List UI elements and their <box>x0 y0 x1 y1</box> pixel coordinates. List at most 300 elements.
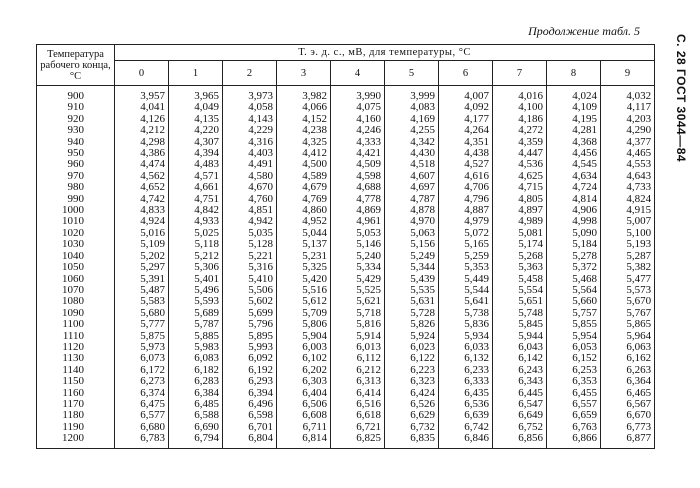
emf-value-cell: 5,602 <box>223 296 277 307</box>
emf-value-cell: 4,246 <box>331 125 385 136</box>
emf-value-cell: 4,238 <box>277 125 331 136</box>
emf-value-cell: 6,721 <box>331 422 385 433</box>
emf-value-cell: 4,733 <box>601 182 655 193</box>
emf-value-cell: 4,386 <box>115 148 169 159</box>
emf-value-cell: 5,044 <box>277 228 331 239</box>
emf-value-cell: 5,420 <box>277 274 331 285</box>
emf-value-cell: 4,264 <box>439 125 493 136</box>
emf-value-cell: 5,728 <box>385 308 439 319</box>
emf-value-cell: 5,757 <box>547 308 601 319</box>
emf-value-cell: 6,102 <box>277 353 331 364</box>
emf-value-cell: 6,732 <box>385 422 439 433</box>
emf-value-cell: 6,496 <box>223 399 277 410</box>
temperature-cell: 1090 <box>37 308 115 319</box>
emf-value-cell: 5,748 <box>493 308 547 319</box>
emf-value-cell: 6,043 <box>493 342 547 353</box>
emf-value-cell: 3,999 <box>385 86 439 103</box>
emf-value-cell: 4,751 <box>169 194 223 205</box>
emf-value-cell: 5,836 <box>439 319 493 330</box>
emf-value-cell: 4,007 <box>439 86 493 103</box>
emf-value-cell: 5,525 <box>331 285 385 296</box>
emf-value-cell: 4,924 <box>115 216 169 227</box>
emf-value-cell: 6,680 <box>115 422 169 433</box>
temperature-cell: 990 <box>37 194 115 205</box>
emf-value-cell: 4,961 <box>331 216 385 227</box>
emf-value-cell: 5,259 <box>439 251 493 262</box>
emf-value-cell: 6,053 <box>547 342 601 353</box>
table-row <box>37 365 655 376</box>
emf-value-cell: 5,344 <box>385 262 439 273</box>
emf-value-cell: 6,243 <box>493 365 547 376</box>
emf-value-cell: 4,342 <box>385 137 439 148</box>
emf-value-cell: 5,449 <box>439 274 493 285</box>
emf-value-cell: 4,998 <box>547 216 601 227</box>
emf-value-cell: 3,957 <box>115 86 169 103</box>
emf-value-cell: 4,100 <box>493 102 547 113</box>
temperature-cell: 1040 <box>37 251 115 262</box>
emf-value-cell: 4,553 <box>601 159 655 170</box>
emf-value-cell: 6,536 <box>439 399 493 410</box>
emf-value-cell: 3,982 <box>277 86 331 103</box>
emf-value-cell: 5,660 <box>547 296 601 307</box>
emf-value-cell: 6,364 <box>601 376 655 387</box>
emf-value-cell: 5,025 <box>169 228 223 239</box>
emf-value-cell: 5,983 <box>169 342 223 353</box>
emf-value-cell: 5,954 <box>547 331 601 342</box>
emf-value-cell: 4,697 <box>385 182 439 193</box>
emf-value-cell: 4,290 <box>601 125 655 136</box>
emf-value-cell: 4,307 <box>169 137 223 148</box>
emf-value-cell: 4,049 <box>169 102 223 113</box>
emf-value-cell: 4,527 <box>439 159 493 170</box>
emf-value-cell: 4,024 <box>547 86 601 103</box>
emf-value-cell: 5,165 <box>439 239 493 250</box>
emf-value-cell: 5,090 <box>547 228 601 239</box>
emf-value-cell: 6,794 <box>169 433 223 448</box>
emf-value-cell: 4,092 <box>439 102 493 113</box>
emf-value-cell: 4,688 <box>331 182 385 193</box>
emf-value-cell: 4,195 <box>547 114 601 125</box>
emf-value-cell: 6,742 <box>439 422 493 433</box>
emf-value-cell: 6,846 <box>439 433 493 448</box>
emf-value-cell: 4,272 <box>493 125 547 136</box>
emf-value-cell: 5,156 <box>385 239 439 250</box>
emf-value-cell: 5,738 <box>439 308 493 319</box>
emf-value-cell: 6,202 <box>277 365 331 376</box>
emf-value-cell: 5,468 <box>547 274 601 285</box>
emf-value-cell: 6,212 <box>331 365 385 376</box>
emf-value-cell: 4,706 <box>439 182 493 193</box>
emf-value-cell: 4,536 <box>493 159 547 170</box>
emf-value-cell: 4,842 <box>169 205 223 216</box>
emf-value-cell: 4,643 <box>601 171 655 182</box>
table-row <box>37 319 655 330</box>
temperature-cell: 1070 <box>37 285 115 296</box>
emf-value-cell: 4,351 <box>439 137 493 148</box>
table-row <box>37 422 655 433</box>
emf-value-cell: 5,904 <box>277 331 331 342</box>
emf-value-cell: 5,363 <box>493 262 547 273</box>
temperature-column-header: Температура рабочего конца, °C <box>37 45 115 86</box>
emf-value-cell: 4,915 <box>601 205 655 216</box>
emf-value-cell: 6,263 <box>601 365 655 376</box>
table-row <box>37 159 655 170</box>
emf-value-cell: 6,670 <box>601 410 655 421</box>
emf-value-cell: 4,661 <box>169 182 223 193</box>
table-body <box>37 86 655 449</box>
emf-value-cell: 4,066 <box>277 102 331 113</box>
emf-value-cell: 5,137 <box>277 239 331 250</box>
emf-value-cell: 6,690 <box>169 422 223 433</box>
emf-value-cell: 4,117 <box>601 102 655 113</box>
emf-value-cell: 6,083 <box>169 353 223 364</box>
temperature-cell: 1120 <box>37 342 115 353</box>
emf-value-cell: 5,993 <box>223 342 277 353</box>
emf-value-cell: 5,544 <box>439 285 493 296</box>
table-row <box>37 262 655 273</box>
temperature-cell: 1010 <box>37 216 115 227</box>
emf-value-cell: 5,621 <box>331 296 385 307</box>
emf-value-cell: 4,160 <box>331 114 385 125</box>
temperature-cell: 970 <box>37 171 115 182</box>
temperature-cell: 1060 <box>37 274 115 285</box>
emf-value-cell: 6,608 <box>277 410 331 421</box>
emf-value-cell: 4,970 <box>385 216 439 227</box>
emf-value-cell: 4,634 <box>547 171 601 182</box>
emf-value-cell: 6,856 <box>493 433 547 448</box>
temperature-cell: 980 <box>37 182 115 193</box>
temperature-cell: 910 <box>37 102 115 113</box>
emf-value-cell: 6,547 <box>493 399 547 410</box>
table-row <box>37 342 655 353</box>
table-row <box>37 274 655 285</box>
temperature-cell: 1180 <box>37 410 115 421</box>
emf-value-cell: 6,142 <box>493 353 547 364</box>
emf-value-cell: 6,182 <box>169 365 223 376</box>
emf-value-cell: 4,333 <box>331 137 385 148</box>
emf-value-cell: 5,895 <box>223 331 277 342</box>
emf-value-cell: 6,003 <box>277 342 331 353</box>
emf-value-cell: 5,072 <box>439 228 493 239</box>
emf-value-cell: 6,649 <box>493 410 547 421</box>
table-row <box>37 182 655 193</box>
emf-value-cell: 6,394 <box>223 388 277 399</box>
emf-value-cell: 5,875 <box>115 331 169 342</box>
emf-value-cell: 4,851 <box>223 205 277 216</box>
emf-value-cell: 6,404 <box>277 388 331 399</box>
emf-value-cell: 6,598 <box>223 410 277 421</box>
emf-value-cell: 6,414 <box>331 388 385 399</box>
emf-value-cell: 6,223 <box>385 365 439 376</box>
emf-value-cell: 4,979 <box>439 216 493 227</box>
emf-value-cell: 6,629 <box>385 410 439 421</box>
emf-value-cell: 6,814 <box>277 433 331 448</box>
emf-value-cell: 6,374 <box>115 388 169 399</box>
emf-value-cell: 4,143 <box>223 114 277 125</box>
emf-value-cell: 4,403 <box>223 148 277 159</box>
emf-value-cell: 5,583 <box>115 296 169 307</box>
emf-value-cell: 4,796 <box>439 194 493 205</box>
emf-group-header: Т. э. д. с., мВ, для температуры, °C <box>115 45 655 61</box>
table-row <box>37 102 655 113</box>
emf-value-cell: 4,169 <box>385 114 439 125</box>
emf-value-cell: 4,724 <box>547 182 601 193</box>
emf-value-cell: 4,016 <box>493 86 547 103</box>
table-row <box>37 399 655 410</box>
emf-value-cell: 5,699 <box>223 308 277 319</box>
emf-value-cell: 5,767 <box>601 308 655 319</box>
table-row <box>37 285 655 296</box>
emf-value-cell: 6,152 <box>547 353 601 364</box>
temperature-cell: 930 <box>37 125 115 136</box>
emf-value-cell: 4,933 <box>169 216 223 227</box>
emf-value-cell: 6,384 <box>169 388 223 399</box>
column-header-9: 9 <box>601 61 655 86</box>
emf-value-cell: 6,526 <box>385 399 439 410</box>
temperature-cell: 1020 <box>37 228 115 239</box>
emf-value-cell: 5,593 <box>169 296 223 307</box>
emf-value-cell: 6,323 <box>385 376 439 387</box>
emf-value-cell: 4,447 <box>493 148 547 159</box>
emf-value-cell: 6,253 <box>547 365 601 376</box>
emf-value-cell: 5,816 <box>331 319 385 330</box>
emf-value-cell: 6,763 <box>547 422 601 433</box>
emf-value-cell: 6,588 <box>169 410 223 421</box>
temperature-cell: 1030 <box>37 239 115 250</box>
emf-value-cell: 5,063 <box>385 228 439 239</box>
emf-value-cell: 5,249 <box>385 251 439 262</box>
emf-value-cell: 4,670 <box>223 182 277 193</box>
emf-value-cell: 4,824 <box>601 194 655 205</box>
emf-value-cell: 6,033 <box>439 342 493 353</box>
emf-value-cell: 6,835 <box>385 433 439 448</box>
emf-value-cell: 4,760 <box>223 194 277 205</box>
emf-value-cell: 5,934 <box>439 331 493 342</box>
emf-value-cell: 5,193 <box>601 239 655 250</box>
table-row <box>37 114 655 125</box>
emf-value-cell: 4,715 <box>493 182 547 193</box>
emf-value-cell: 5,035 <box>223 228 277 239</box>
temperature-cell: 920 <box>37 114 115 125</box>
table-row <box>37 148 655 159</box>
emf-value-cell: 5,297 <box>115 262 169 273</box>
emf-value-cell: 5,718 <box>331 308 385 319</box>
temperature-cell: 1140 <box>37 365 115 376</box>
emf-value-cell: 6,701 <box>223 422 277 433</box>
table-row <box>37 296 655 307</box>
emf-value-cell: 4,952 <box>277 216 331 227</box>
table-row <box>37 331 655 342</box>
emf-value-cell: 4,438 <box>439 148 493 159</box>
temperature-cell: 1080 <box>37 296 115 307</box>
emf-value-cell: 5,202 <box>115 251 169 262</box>
emf-value-cell: 4,778 <box>331 194 385 205</box>
emf-value-cell: 6,122 <box>385 353 439 364</box>
emf-value-cell: 4,041 <box>115 102 169 113</box>
emf-value-cell: 6,506 <box>277 399 331 410</box>
emf-value-cell: 4,135 <box>169 114 223 125</box>
emf-value-cell: 4,805 <box>493 194 547 205</box>
emf-value-cell: 5,651 <box>493 296 547 307</box>
emf-value-cell: 5,973 <box>115 342 169 353</box>
emf-value-cell: 4,483 <box>169 159 223 170</box>
emf-value-cell: 5,924 <box>385 331 439 342</box>
emf-value-cell: 4,589 <box>277 171 331 182</box>
emf-value-cell: 4,325 <box>277 137 331 148</box>
column-header-5: 5 <box>385 61 439 86</box>
emf-value-cell: 6,877 <box>601 433 655 448</box>
emf-value-cell: 5,429 <box>331 274 385 285</box>
emf-value-cell: 6,112 <box>331 353 385 364</box>
emf-value-cell: 4,518 <box>385 159 439 170</box>
emf-value-cell: 5,796 <box>223 319 277 330</box>
emf-value-cell: 4,679 <box>277 182 331 193</box>
column-header-4: 4 <box>331 61 385 86</box>
emf-value-cell: 6,639 <box>439 410 493 421</box>
emf-value-cell: 6,455 <box>547 388 601 399</box>
emf-value-cell: 4,878 <box>385 205 439 216</box>
emf-value-cell: 6,063 <box>601 342 655 353</box>
table-row <box>37 308 655 319</box>
emf-value-cell: 5,777 <box>115 319 169 330</box>
emf-value-cell: 6,273 <box>115 376 169 387</box>
emf-value-cell: 6,353 <box>547 376 601 387</box>
emf-value-cell: 4,474 <box>115 159 169 170</box>
emf-value-cell: 5,944 <box>493 331 547 342</box>
emf-value-cell: 5,554 <box>493 285 547 296</box>
emf-value-cell: 5,146 <box>331 239 385 250</box>
emf-value-cell: 6,283 <box>169 376 223 387</box>
emf-value-cell: 5,401 <box>169 274 223 285</box>
emf-value-cell: 5,680 <box>115 308 169 319</box>
emf-value-cell: 6,162 <box>601 353 655 364</box>
emf-value-cell: 4,562 <box>115 171 169 182</box>
emf-value-cell: 6,233 <box>439 365 493 376</box>
emf-value-cell: 4,412 <box>277 148 331 159</box>
emf-value-cell: 5,391 <box>115 274 169 285</box>
emf-value-cell: 4,616 <box>439 171 493 182</box>
emf-value-cell: 5,496 <box>169 285 223 296</box>
temperature-cell: 1200 <box>37 433 115 448</box>
emf-value-cell: 4,316 <box>223 137 277 148</box>
emf-value-cell: 6,465 <box>601 388 655 399</box>
emf-value-cell: 5,506 <box>223 285 277 296</box>
emf-value-cell: 3,965 <box>169 86 223 103</box>
emf-value-cell: 6,192 <box>223 365 277 376</box>
emf-value-cell: 5,268 <box>493 251 547 262</box>
emf-value-cell: 6,773 <box>601 422 655 433</box>
emf-value-cell: 5,306 <box>169 262 223 273</box>
column-header-0: 0 <box>115 61 169 86</box>
emf-value-cell: 6,424 <box>385 388 439 399</box>
emf-value-cell: 5,535 <box>385 285 439 296</box>
temperature-cell: 1160 <box>37 388 115 399</box>
emf-value-cell: 4,368 <box>547 137 601 148</box>
emf-value-cell: 5,487 <box>115 285 169 296</box>
emf-value-cell: 4,509 <box>331 159 385 170</box>
emf-value-cell: 6,825 <box>331 433 385 448</box>
emf-value-cell: 5,826 <box>385 319 439 330</box>
emf-value-cell: 5,787 <box>169 319 223 330</box>
emf-value-cell: 4,359 <box>493 137 547 148</box>
temperature-cell: 1000 <box>37 205 115 216</box>
emf-value-cell: 5,458 <box>493 274 547 285</box>
emf-value-cell: 4,394 <box>169 148 223 159</box>
emf-value-cell: 4,109 <box>547 102 601 113</box>
emf-value-cell: 5,184 <box>547 239 601 250</box>
emf-value-cell: 5,477 <box>601 274 655 285</box>
table-row <box>37 194 655 205</box>
emf-value-cell: 5,709 <box>277 308 331 319</box>
emf-value-cell: 3,990 <box>331 86 385 103</box>
emf-value-cell: 5,372 <box>547 262 601 273</box>
emf-value-cell: 4,032 <box>601 86 655 103</box>
emf-value-cell: 4,430 <box>385 148 439 159</box>
emf-value-cell: 5,081 <box>493 228 547 239</box>
emf-value-cell: 4,989 <box>493 216 547 227</box>
table-row <box>37 433 655 448</box>
emf-value-cell: 4,942 <box>223 216 277 227</box>
emf-value-cell: 5,053 <box>331 228 385 239</box>
column-header-row <box>37 61 655 86</box>
emf-value-cell: 6,013 <box>331 342 385 353</box>
temperature-cell: 1190 <box>37 422 115 433</box>
emf-value-cell: 6,866 <box>547 433 601 448</box>
column-header-6: 6 <box>439 61 493 86</box>
temperature-cell: 950 <box>37 148 115 159</box>
emf-value-cell: 5,016 <box>115 228 169 239</box>
emf-value-cell: 4,255 <box>385 125 439 136</box>
emf-value-cell: 5,855 <box>547 319 601 330</box>
emf-value-cell: 6,475 <box>115 399 169 410</box>
table-row <box>37 239 655 250</box>
column-header-1: 1 <box>169 61 223 86</box>
emf-value-cell: 6,172 <box>115 365 169 376</box>
temperature-cell: 1170 <box>37 399 115 410</box>
emf-value-cell: 5,964 <box>601 331 655 342</box>
emf-value-cell: 6,303 <box>277 376 331 387</box>
emf-value-cell: 5,382 <box>601 262 655 273</box>
table-row <box>37 205 655 216</box>
table-row <box>37 251 655 262</box>
emf-value-cell: 6,343 <box>493 376 547 387</box>
emf-value-cell: 4,456 <box>547 148 601 159</box>
emf-value-cell: 6,618 <box>331 410 385 421</box>
emf-value-cell: 4,500 <box>277 159 331 170</box>
emf-value-cell: 4,126 <box>115 114 169 125</box>
emf-value-cell: 6,516 <box>331 399 385 410</box>
emf-value-cell: 5,316 <box>223 262 277 273</box>
column-header-2: 2 <box>223 61 277 86</box>
temperature-cell: 960 <box>37 159 115 170</box>
emf-value-cell: 4,083 <box>385 102 439 113</box>
emf-value-cell: 5,670 <box>601 296 655 307</box>
table-row <box>37 410 655 421</box>
table-row <box>37 137 655 148</box>
emf-value-cell: 5,689 <box>169 308 223 319</box>
emf-value-cell: 5,516 <box>277 285 331 296</box>
emf-value-cell: 3,973 <box>223 86 277 103</box>
emf-value-cell: 5,325 <box>277 262 331 273</box>
column-header-3: 3 <box>277 61 331 86</box>
emf-value-cell: 5,128 <box>223 239 277 250</box>
emf-value-cell: 4,625 <box>493 171 547 182</box>
table-row <box>37 216 655 227</box>
emf-value-cell: 5,118 <box>169 239 223 250</box>
emf-value-cell: 4,906 <box>547 205 601 216</box>
emf-value-cell: 5,278 <box>547 251 601 262</box>
emf-value-cell: 5,612 <box>277 296 331 307</box>
